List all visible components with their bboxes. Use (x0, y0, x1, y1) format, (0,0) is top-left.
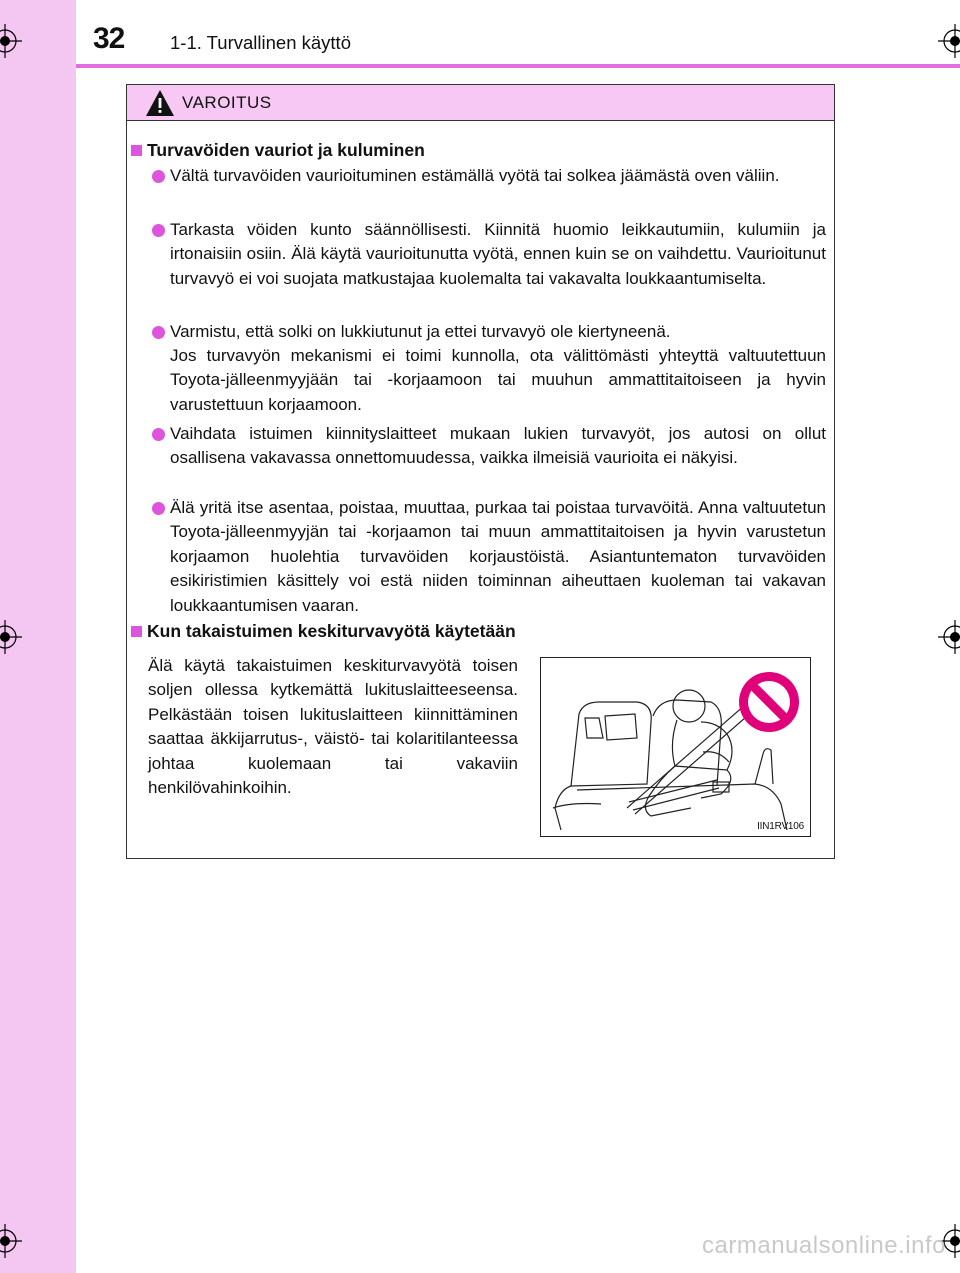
registration-mark-icon (938, 24, 960, 58)
section-title: 1-1. Turvallinen käyttö (170, 32, 351, 53)
watermark: carmanualsonline.info (702, 1232, 946, 1259)
bullet-text: Vältä turvavöiden vaurioituminen estämällä vyötä tai solkea jäämästä oven väliin. (170, 166, 780, 185)
page-number: 32 (93, 22, 125, 55)
bullet-text: Varmistu, että solki on lukkiutunut ja ettei turvavyö ole kiertyneenä. (170, 322, 671, 341)
bullet-icon (152, 326, 165, 339)
registration-mark-icon (0, 620, 22, 654)
section-marker-icon (131, 626, 142, 637)
bullet-text: Tarkasta vöiden kunto säännöllisesti. Kiinnitä huomio leikkautumiin, kulumiin ja irtonaisiin osiin. Älä käytä vaurioitunutta vyötä, ennen kuin se on vaihdettu. Vaurioitunut turvavyö ei voi suojata matkustajaa kuolemalta tai vakavalta loukkaantumiselta. (170, 220, 826, 288)
warning-triangle-icon (145, 89, 175, 117)
bullet-icon (152, 428, 165, 441)
section-heading-center-belt: Kun takaistuimen keskiturvavyötä käytetään (147, 621, 516, 641)
registration-mark-icon (0, 1224, 22, 1258)
bullet-text-continued: Jos turvavyön mekanismi ei toimi kunnolla, ota välittömästi yhteyttä valtuutettuun Toyota-jälleenmyyjään tai -korjaamoon tai muuhun ammattitaitoiseen ja hyvin varustettuun korjaamoon. (170, 346, 826, 414)
registration-mark-icon (938, 620, 960, 654)
bullet-icon (152, 170, 165, 183)
section-marker-icon (131, 145, 142, 156)
header-rule (76, 64, 960, 68)
bullet-text: Älä yritä itse asentaa, poistaa, muuttaa, purkaa tai poistaa turvavöitä. Anna valtuutetun Toyota-jälleenmyyjän tai -korjaamon tai muun ammattitaitoisen ja hyvin varustetun korjaamon huolehtia turvavöiden korjaustöistä. Asiantuntematon turvavöiden esikiristimien käsittely voi estä niiden toiminnan aiheuttaen kuoleman tai vakavan loukkaantumisen vaaran. (170, 498, 826, 615)
figure-code: IIN1RV106 (757, 821, 804, 832)
seatbelt-illustration (540, 657, 811, 837)
rear-seat-belt-drawing-icon (541, 658, 809, 835)
bullet-icon (152, 502, 165, 515)
warning-title: VAROITUS (182, 93, 272, 112)
center-belt-warning-text: Älä käytä takaistuimen keskiturvavyötä toisen soljen ollessa kytkemättä lukituslaitteeseensa. Pelkästään toisen lukituslaitteen kiinnittäminen saattaa äkkijarrutus-, väistö- tai kolaritilanteessa johtaa kuolemaan tai vakaviin henkilövahinkoihin. (148, 656, 518, 798)
section-heading-belt-damage: Turvavöiden vauriot ja kuluminen (147, 140, 425, 160)
registration-mark-icon (0, 24, 22, 58)
bullet-icon (152, 224, 165, 237)
warning-header (127, 85, 834, 121)
bullet-text: Vaihdata istuimen kiinnityslaitteet mukaan lukien turvavyöt, jos autosi on ollut osallisena vakavassa onnettomuudessa, vaikka ilmeisiä vaurioita ei näkyisi. (170, 424, 826, 468)
